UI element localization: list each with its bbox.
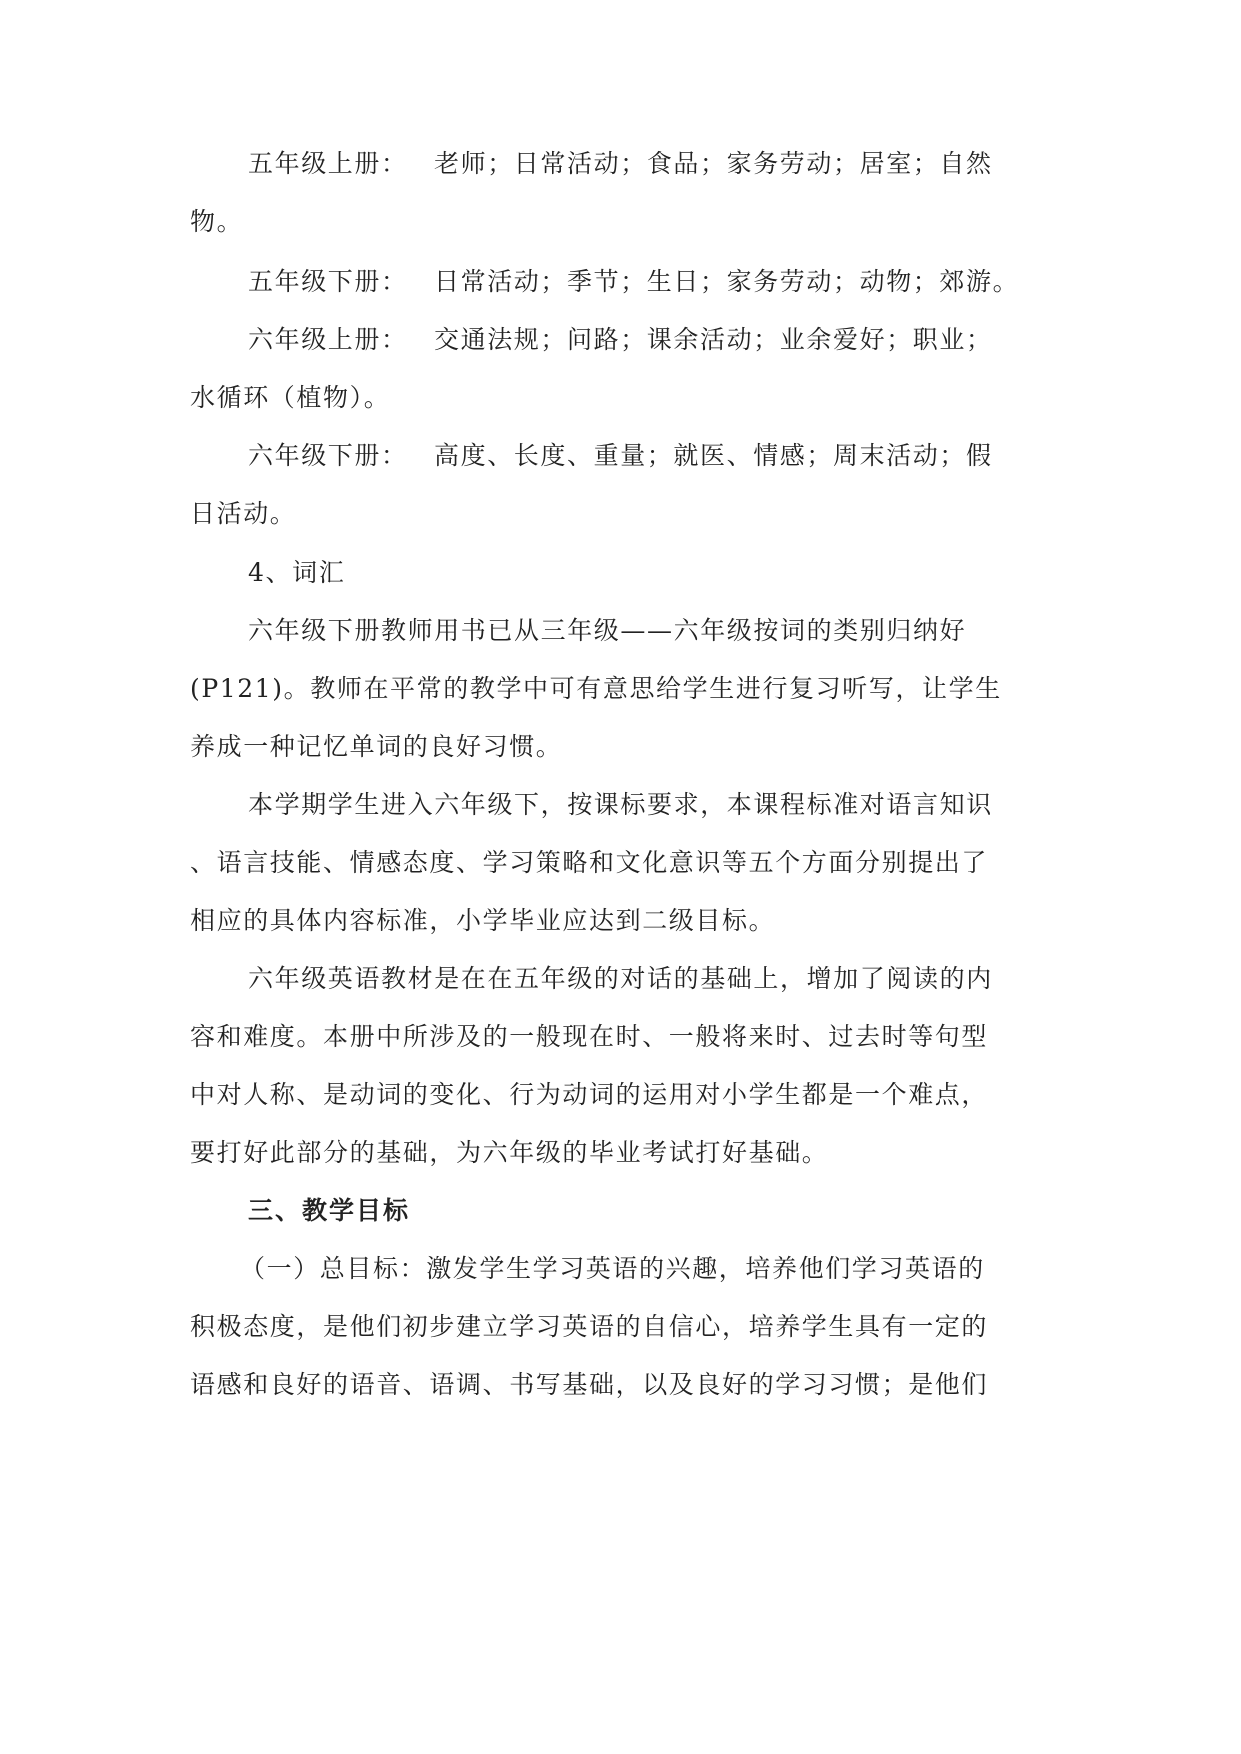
standard-line2: 、语言技能、情感态度、学习策略和文化意识等五个方面分别提出了 — [190, 848, 989, 877]
textbook-line4: 要打好此部分的基础，为六年级的毕业考试打好基础。 — [190, 1138, 829, 1167]
grade5-lower-line1 — [248, 266, 1070, 298]
grade5-upper-line1 — [248, 148, 1070, 180]
grade6-upper-label: 六年级上册： — [248, 325, 408, 354]
vocab-heading: 4、词汇 — [248, 558, 346, 587]
grade5-upper-text: 老师；日常活动；食品；家务劳动；居室；自然 — [434, 149, 993, 178]
vocab-line2: (P121)。教师在平常的教学中可有意思给学生进行复习听写，让学生 — [190, 674, 1002, 703]
grade6-lower-line1 — [248, 440, 1070, 472]
grade6-upper-line2: 水循环（植物）。 — [190, 383, 391, 412]
standard-line3: 相应的具体内容标准，小学毕业应达到二级目标。 — [190, 906, 776, 935]
goal-line3: 语感和良好的语音、语调、书写基础，以及良好的学习习惯；是他们 — [190, 1370, 989, 1399]
standard-line1: 本学期学生进入六年级下，按课标要求，本课程标准对语言知识 — [248, 790, 993, 819]
grade6-upper-line1 — [248, 324, 1070, 356]
vocab-line1: 六年级下册教师用书已从三年级——六年级按词的类别归纳好 — [248, 616, 967, 645]
textbook-line3: 中对人称、是动词的变化、行为动词的运用对小学生都是一个难点， — [190, 1080, 989, 1109]
vocab-line3: 养成一种记忆单词的良好习惯。 — [190, 732, 563, 761]
goal-line1: （一）总目标：激发学生学习英语的兴趣，培养他们学习英语的 — [240, 1254, 985, 1283]
section3-heading: 三、教学目标 — [248, 1196, 411, 1225]
grade5-upper-line2: 物。 — [190, 207, 244, 236]
textbook-line1: 六年级英语教材是在在五年级的对话的基础上，增加了阅读的内 — [248, 964, 993, 993]
goal-line2: 积极态度，是他们初步建立学习英语的自信心，培养学生具有一定的 — [190, 1312, 989, 1341]
grade6-upper-text: 交通法规；问路；课余活动；业余爱好；职业； — [434, 325, 993, 354]
grade5-lower-text: 日常活动；季节；生日；家务劳动；动物；郊游。 — [434, 267, 1020, 296]
grade5-upper-label: 五年级上册： — [248, 149, 408, 178]
grade6-lower-line2: 日活动。 — [190, 499, 297, 528]
grade5-lower-label: 五年级下册： — [248, 267, 408, 296]
textbook-line2: 容和难度。本册中所涉及的一般现在时、一般将来时、过去时等句型 — [190, 1022, 989, 1051]
grade6-lower-label: 六年级下册： — [248, 441, 408, 470]
grade6-lower-text: 高度、长度、重量；就医、情感；周末活动；假 — [434, 441, 993, 470]
